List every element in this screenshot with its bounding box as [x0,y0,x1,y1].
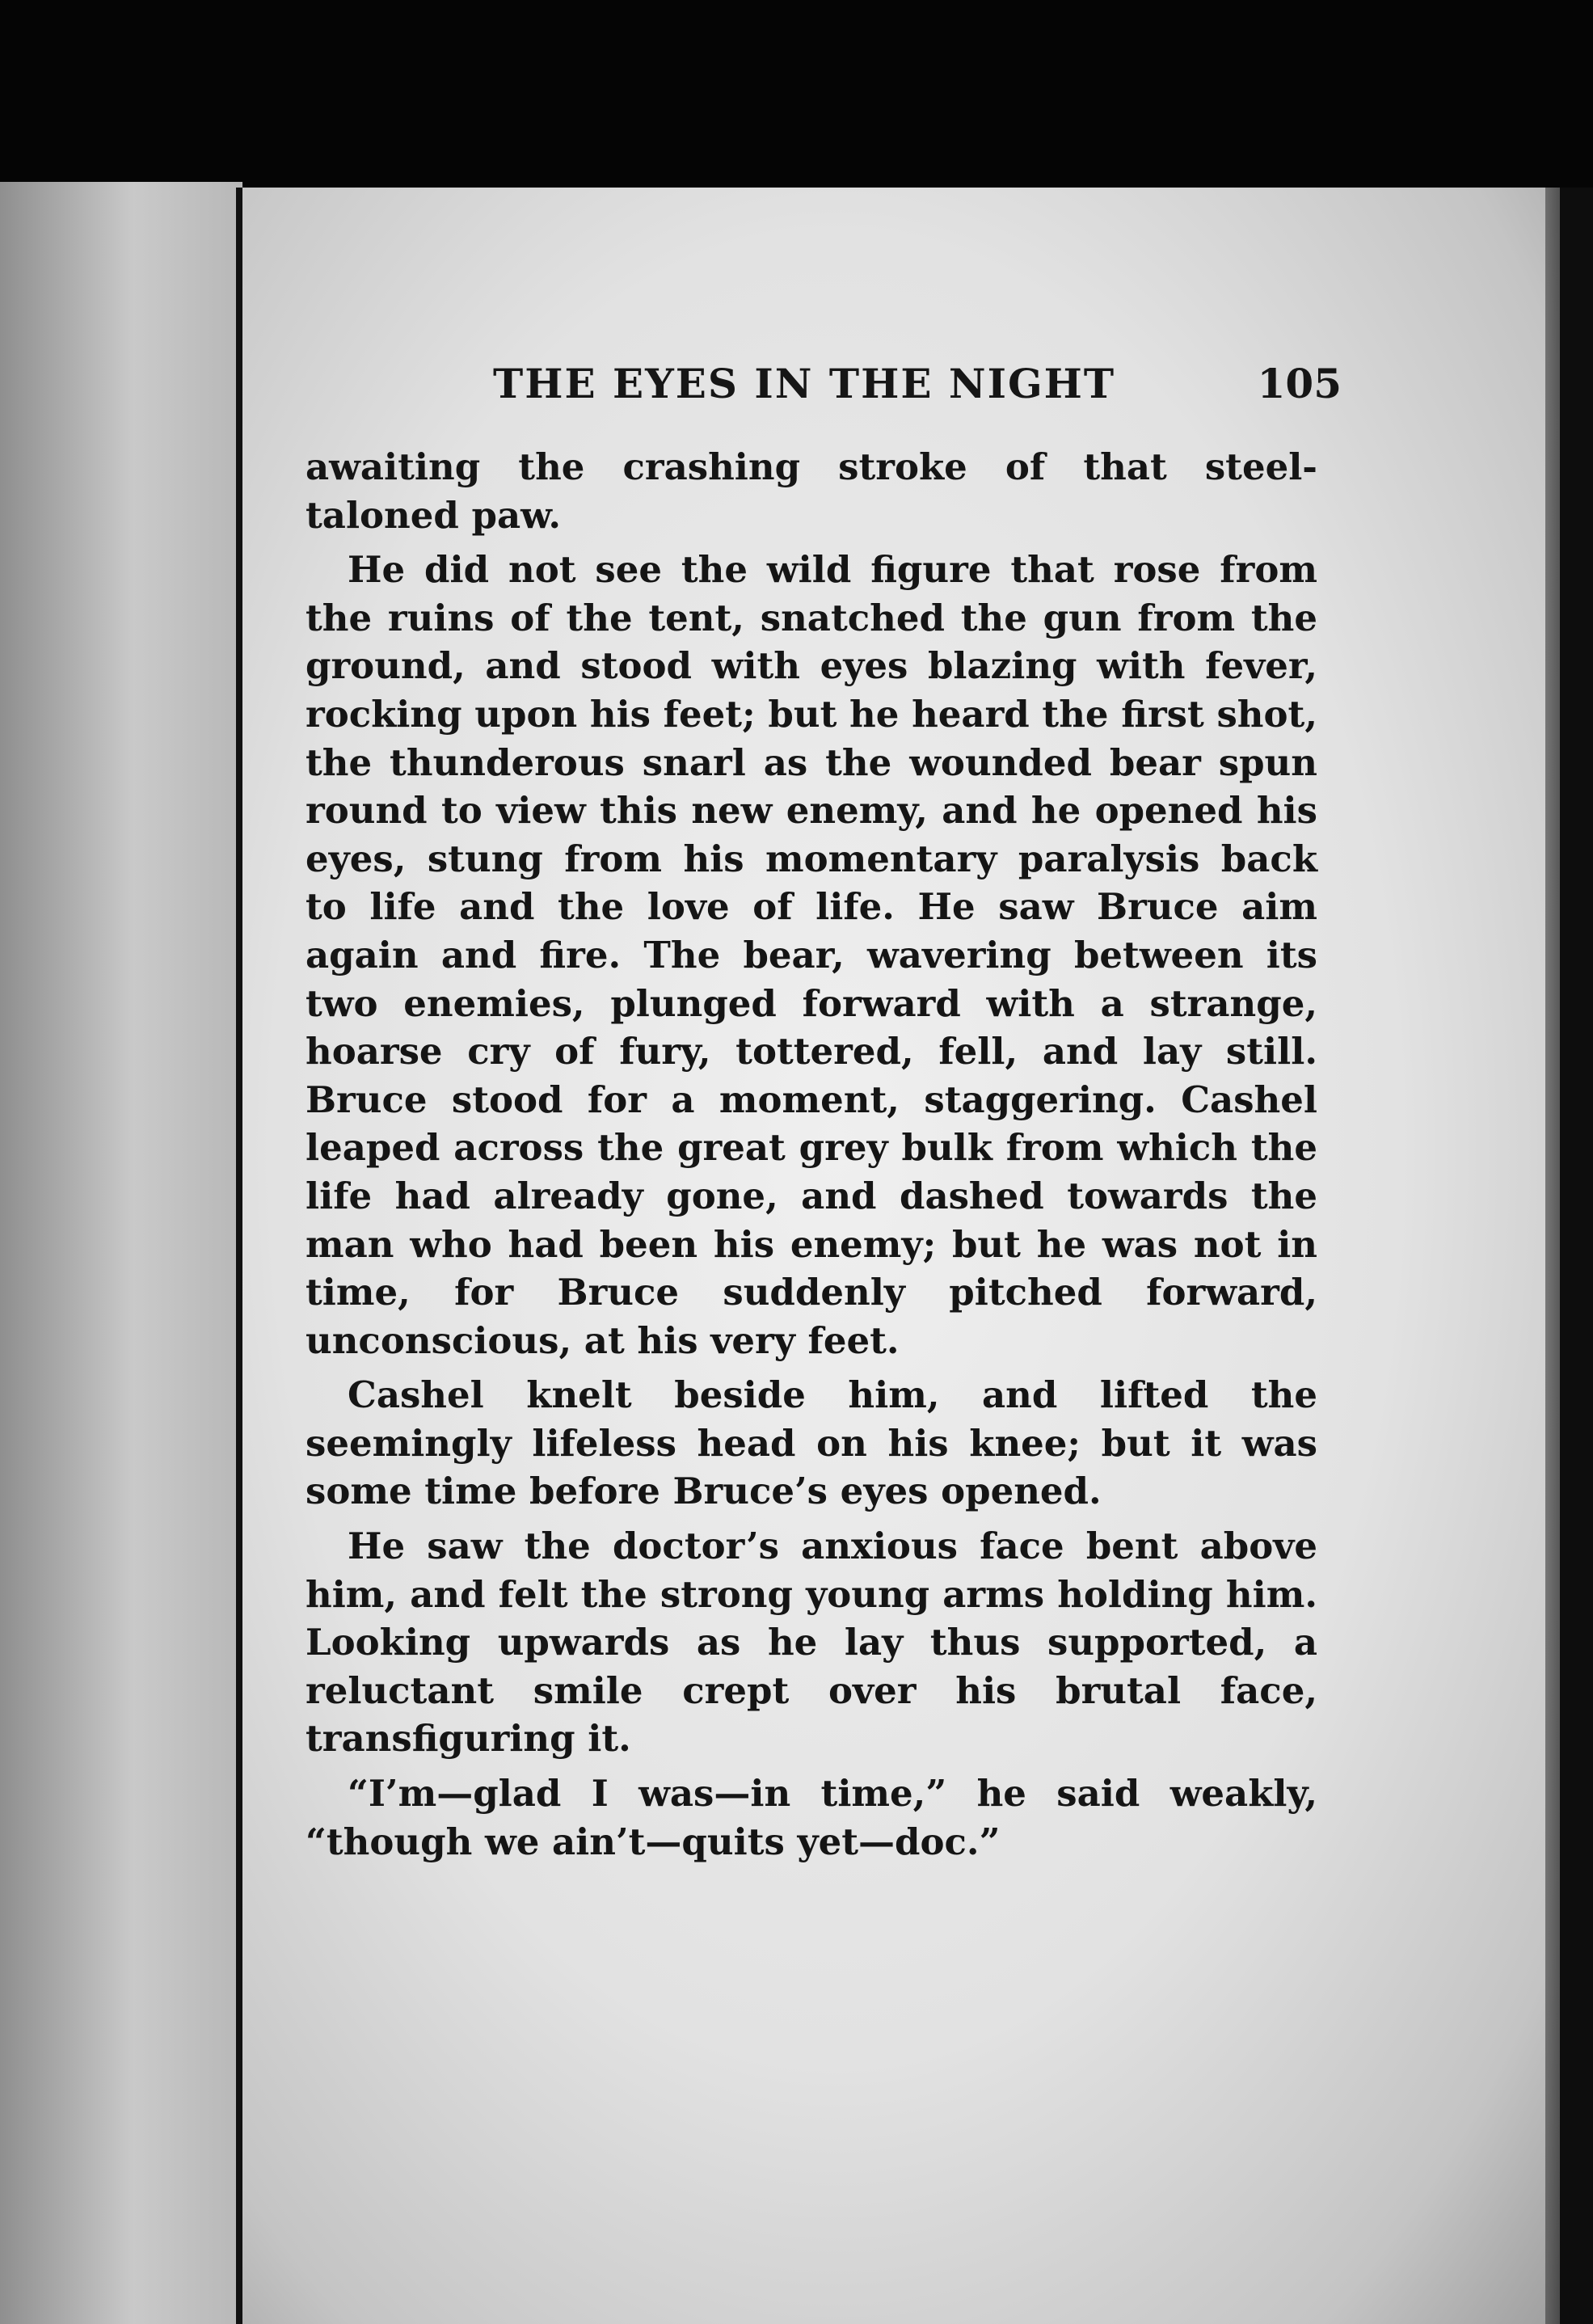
running-title: THE EYES IN THE NIGHT [493,360,1116,407]
paragraph-3: Cashel knelt beside him, and lifted the seemingly lifeless head on his knee; but it was some time before Bruce’s eyes opened. [306,1373,1317,1513]
page-number: 105 [1257,360,1342,407]
paragraph-4: He saw the doctor’s anxious face bent above him, and felt the strong young arms holding him. Looking upwards as he lay thus supported, a reluctant smile crept over his brutal face, transfiguring it. [306,1525,1317,1761]
paragraph-5: “I’m—glad I was—in time,” he said weakly, “though we ain’t—quits yet—doc.” [306,1772,1317,1863]
scan-top-border [0,0,1593,190]
body-text [306,443,1317,1866]
paragraph-2: He did not see the wild figure that rose from the ruins of the tent, snatched the gun from the ground, and stood with eyes blazing with fever, rocking upon his feet; but he heard the first shot, the thunderous snarl as the wounded bear spun round to view this new enemy, and he opened his eyes, stung from his momentary paralysis back to life and the love of life. He saw Bruce aim again and fire. The bear, wavering between its two enemies, plunged forward with a strange, hoarse cry of fury, tottered, fell, and lay still. Bruce stood for a moment, staggering. Cashel leaped across the great grey bulk from which the life had already gone, and dashed towards the man who had been his enemy; but he was not in time, for Bruce suddenly pitched forward, unconscious, at his very feet. [306,548,1317,1362]
paragraph-1: awaiting the crashing stroke of that steel-taloned paw. [306,445,1317,537]
scan-right-border [1560,188,1593,2324]
facing-page-edge [0,182,242,2324]
running-header [259,360,1342,416]
